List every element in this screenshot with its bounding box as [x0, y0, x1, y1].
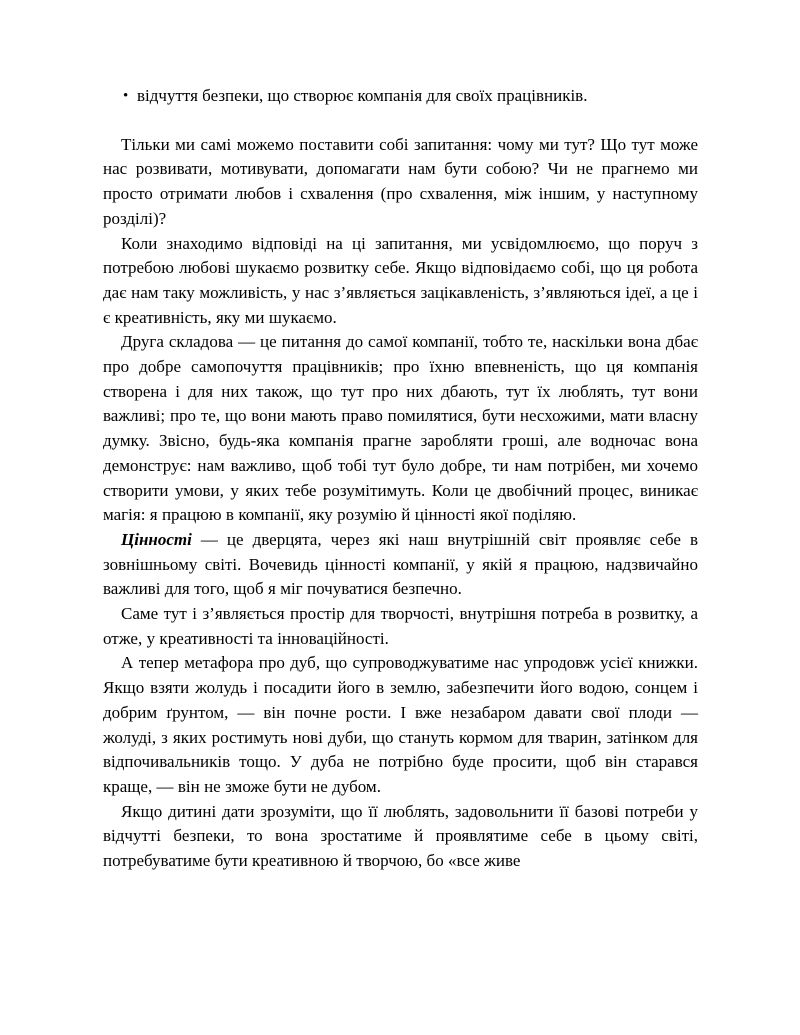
- paragraph-spacer: [103, 109, 698, 133]
- emphasized-term: Цінності: [121, 529, 192, 549]
- bullet-list: [103, 84, 698, 109]
- body-paragraph: Саме тут і з’являється простір для творчості, внутрішня потреба в розвитку, а отже, у креативності та інноваційності.: [103, 604, 698, 648]
- body-paragraph: А тепер метафора про дуб, що супроводжуватиме нас упродовж усієї книжки. Якщо взяти жолудь і посадити його в землю, забезпечити його водою, сонцем і добрим ґрунтом, — він почне рости. І вже незабаром давати свої плоди — жолуді, з яких ростимуть нові дуби, що стануть кормом для тварин, затінком для відпочивальників тощо. У дуба не потрібно буде просити, щоб він старався краще, — він не зможе бути не дубом.: [103, 653, 698, 796]
- body-paragraph: Якщо дитині дати зрозуміти, що її люблять, задовольнити її базові потреби у відчутті безпеки, то вона зростатиме й проявлятиме себе в цьому світі, потребуватиме бути креативною й творчою, бо «все живе: [103, 801, 698, 871]
- body-paragraph: Друга складова — це питання до самої компанії, тобто те, наскільки вона дбає про добре самопочуття працівників; про їхню впевненість, що ця компанія створена і для них також, що тут про них дбають, тут їх люблять, тут вони важливі; про те, що вони мають право помилятися, бути несхожими, мати власну думку. Звісно, будь-яка компанія прагне заробляти гроші, але водночас вона демонструє: нам важливо, щоб тобі тут було добре, ти нам потрібен, ми хочемо створити умови, у яких тебе розумітимуть. Коли це двобічний процес, виникає магія: я працюю в компанії, яку розумію й цінності якої поділяю.: [103, 332, 698, 525]
- text-column: [103, 84, 698, 874]
- body-paragraph: Коли знаходимо відповіді на ці запитання, ми усвідомлюємо, що поруч з потребою любові шукаємо розвитку себе. Якщо відповідаємо собі, що ця робота дає нам таку можливість, у нас з’являється зацікавленість, з’являються ідеї, а це і є креативність, яку ми шукаємо.: [103, 233, 698, 327]
- list-item: • відчуття безпеки, що створює компанія для своїх працівників.: [103, 84, 698, 109]
- paragraph-remainder: — це дверцята, через які наш внутрішній світ проявляє себе в зовнішньому світі. Вочевидь цінності компанії, у якій я працюю, надзвичайно важливі для того, щоб я міг почуватися безпечно.: [103, 529, 698, 599]
- body-paragraph-with-emphasis: [103, 528, 698, 602]
- body-paragraph: Тільки ми самі можемо поставити собі запитання: чому ми тут? Що тут може нас розвивати, мотивувати, допомагати нам бути собою? Чи не прагнемо ми просто отримати любов і схвалення (про схвалення, між іншим, у наступному розділі)?: [103, 134, 698, 228]
